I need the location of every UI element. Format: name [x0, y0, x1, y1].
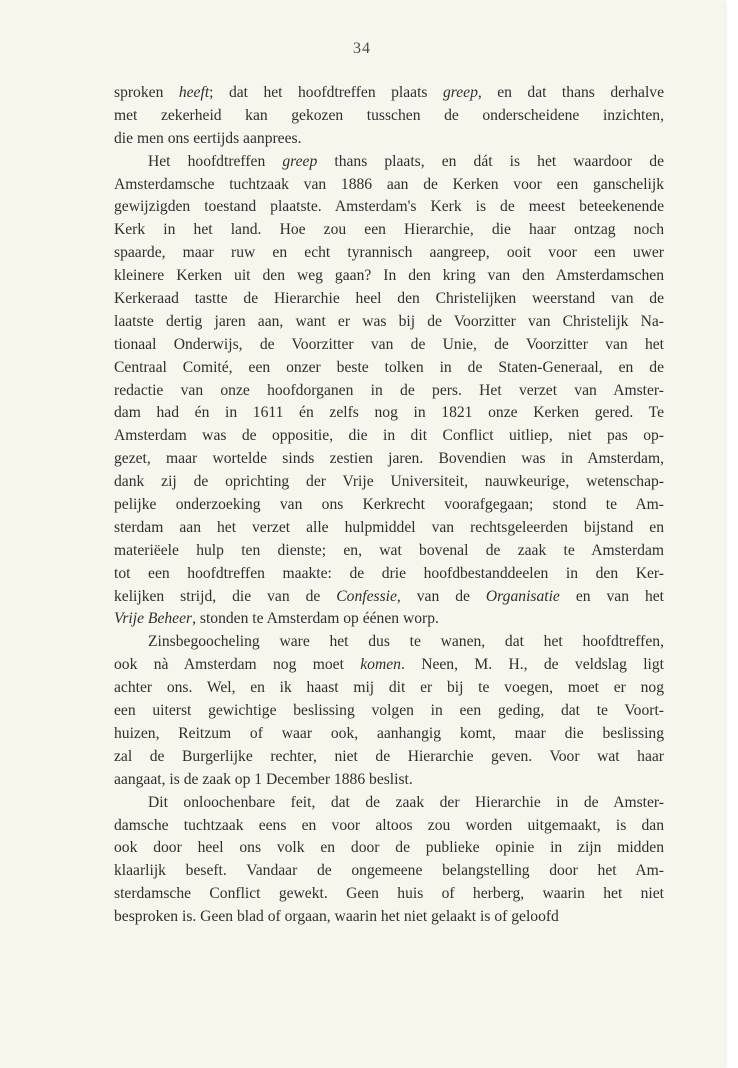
text-line: [114, 196, 664, 219]
text-segment: gezet, maar wortelde sinds zestien jaren. Bovendien was in Amsterdam,: [114, 450, 664, 468]
text-line: [114, 448, 664, 471]
text-line: [114, 425, 664, 448]
text-segment: , stonden te Amsterdam op éénen worp.: [192, 610, 439, 628]
text-segment: klaarlijk beseft. Vandaar de ongemeene belangstelling door het Am-: [114, 862, 664, 880]
body-text: [114, 82, 664, 929]
text-line: [114, 860, 664, 883]
text-line: [114, 769, 664, 792]
text-segment: . Neen, M. H., de veldslag ligt: [400, 656, 664, 674]
text-segment: die men ons eertijds aanprees.: [114, 129, 302, 147]
text-segment: aangaat, is de zaak op 1 December 1886 beslist.: [114, 770, 413, 788]
text-segment: tionaal Onderwijs, de Voorzitter van de Unie, de Voorzitter van het: [114, 335, 664, 353]
text-segment: kelijken strijd, die van de: [114, 587, 337, 605]
paragraph: [114, 631, 664, 791]
text-line: [114, 837, 664, 860]
text-segment: kleinere Kerken uit den weg gaan? In den kring van den Amsterdamschen: [114, 267, 664, 285]
text-line: [114, 563, 664, 586]
text-line: [114, 494, 664, 517]
text-segment: ook nà Amsterdam nog moet: [114, 656, 361, 674]
text-line: [114, 288, 664, 311]
text-line: [114, 631, 664, 654]
text-line: [114, 677, 664, 700]
text-segment: , en dat thans derhalve: [477, 84, 664, 101]
text-segment: Het hoofdtreffen: [148, 152, 283, 170]
text-line: [114, 311, 664, 334]
text-line: [114, 380, 664, 403]
text-segment: en van het: [559, 587, 665, 605]
text-segment: Amsterdamsche tuchtzaak van 1886 aan de Kerken voor een ganschelijk: [114, 175, 664, 193]
text-segment: sterdam aan het verzet alle hulpmiddel van rechtsgeleerden bijstand en: [114, 518, 664, 536]
text-segment: Centraal Comité, een onzer beste tolken in de Staten-Generaal, en de: [114, 358, 664, 376]
text-segment: achter ons. Wel, en ik haast mij dit er bij te voegen, moet er nog: [114, 679, 664, 697]
italic-text: Organisatie: [485, 587, 560, 605]
text-segment: sproken: [114, 84, 179, 101]
text-line: [114, 105, 664, 128]
text-line: [114, 82, 664, 105]
text-line: [114, 151, 664, 174]
text-segment: dank zij de oprichting der Vrije Universiteit, nauwkeurige, wetenschap-: [114, 473, 664, 491]
text-segment: Zinsbegoocheling ware het dus te wanen, dat het hoofdtreffen,: [148, 633, 664, 651]
text-segment: Amsterdam was de oppositie, die in dit Conflict uitliep, niet pas op-: [114, 427, 664, 445]
text-line: [114, 608, 664, 631]
text-line: [114, 723, 664, 746]
text-segment: laatste dertig jaren aan, want er was bij de Voorzitter van Christelijk Na-: [114, 312, 664, 330]
text-segment: spaarde, maar ruw en echt tyrannisch aangreep, ooit voor een uwer: [114, 244, 664, 262]
text-segment: ; dat het hoofdtreffen plaats: [209, 84, 443, 101]
text-line: [114, 242, 664, 265]
text-segment: besproken is. Geen blad of orgaan, waarin het niet gelaakt is of geloofd: [114, 908, 559, 926]
text-segment: ook door heel ons volk en door de publieke opinie in zijn midden: [114, 839, 664, 857]
text-segment: pelijke onderzoeking van ons Kerkrecht voorafgegaan; stond te Am-: [114, 496, 664, 514]
page-number: 34: [353, 40, 371, 57]
text-segment: , van de: [396, 587, 486, 605]
text-segment: tot een hoofdtreffen maakte: de drie hoofdbestanddeelen in den Ker-: [114, 564, 664, 582]
italic-text: Confessie: [336, 587, 397, 605]
text-line: [114, 906, 664, 929]
text-segment: gewijzigden toestand plaatste. Amsterdam's Kerk is de meest beteekenende: [114, 198, 664, 216]
italic-text: Vrije Beheer: [114, 610, 193, 628]
italic-text: greep: [442, 84, 478, 101]
italic-text: komen: [360, 656, 401, 674]
text-line: [114, 517, 664, 540]
text-line: [114, 883, 664, 906]
text-line: [114, 746, 664, 769]
text-line: [114, 334, 664, 357]
text-line: [114, 700, 664, 723]
text-segment: materiëele hulp ten dienste; en, wat bovenal de zaak te Amsterdam: [114, 541, 664, 559]
paragraph: [114, 792, 664, 929]
text-segment: dam had én in 1611 én zelfs nog in 1821 onze Kerken gered. Te: [114, 404, 664, 422]
italic-text: greep: [282, 152, 318, 170]
text-segment: een uiterst gewichtige beslissing volgen in een geding, dat te Voort-: [114, 702, 664, 720]
text-line: [114, 654, 664, 677]
text-line: [114, 219, 664, 242]
paragraph: [114, 151, 664, 632]
text-segment: redactie van onze hoofdorganen in de pers. Het verzet van Amster-: [114, 381, 664, 399]
text-line: [114, 128, 664, 151]
text-line: [114, 402, 664, 425]
text-segment: Kerkeraad tastte de Hierarchie heel den Christelijken weerstand van de: [114, 290, 664, 308]
text-line: [114, 471, 664, 494]
text-line: [114, 265, 664, 288]
text-segment: huizen, Reitzum of waar ook, aanhangig komt, maar die beslissing: [114, 724, 664, 742]
text-line: [114, 815, 664, 838]
paragraph: [114, 82, 664, 151]
text-segment: Kerk in het land. Hoe zou een Hierarchie, die haar ontzag noch: [114, 221, 664, 239]
text-line: [114, 540, 664, 563]
text-segment: Dit onloochenbare feit, dat de zaak der Hierarchie in de Amster-: [148, 793, 664, 811]
text-segment: thans plaats, en dát is het waardoor de: [317, 152, 664, 170]
text-line: [114, 586, 664, 609]
text-segment: sterdamsche Conflict gewekt. Geen huis of herberg, waarin het niet: [114, 885, 664, 903]
italic-text: heeft: [178, 84, 210, 101]
text-segment: met zekerheid kan gekozen tusschen de onderscheidene inzichten,: [114, 106, 664, 124]
text-segment: zal de Burgerlijke rechter, niet de Hierarchie geven. Voor wat haar: [114, 747, 664, 765]
text-line: [114, 792, 664, 815]
text-line: [114, 357, 664, 380]
text-segment: damsche tuchtzaak eens en voor altoos zou worden uitgemaakt, is dan: [114, 816, 664, 834]
text-line: [114, 174, 664, 197]
